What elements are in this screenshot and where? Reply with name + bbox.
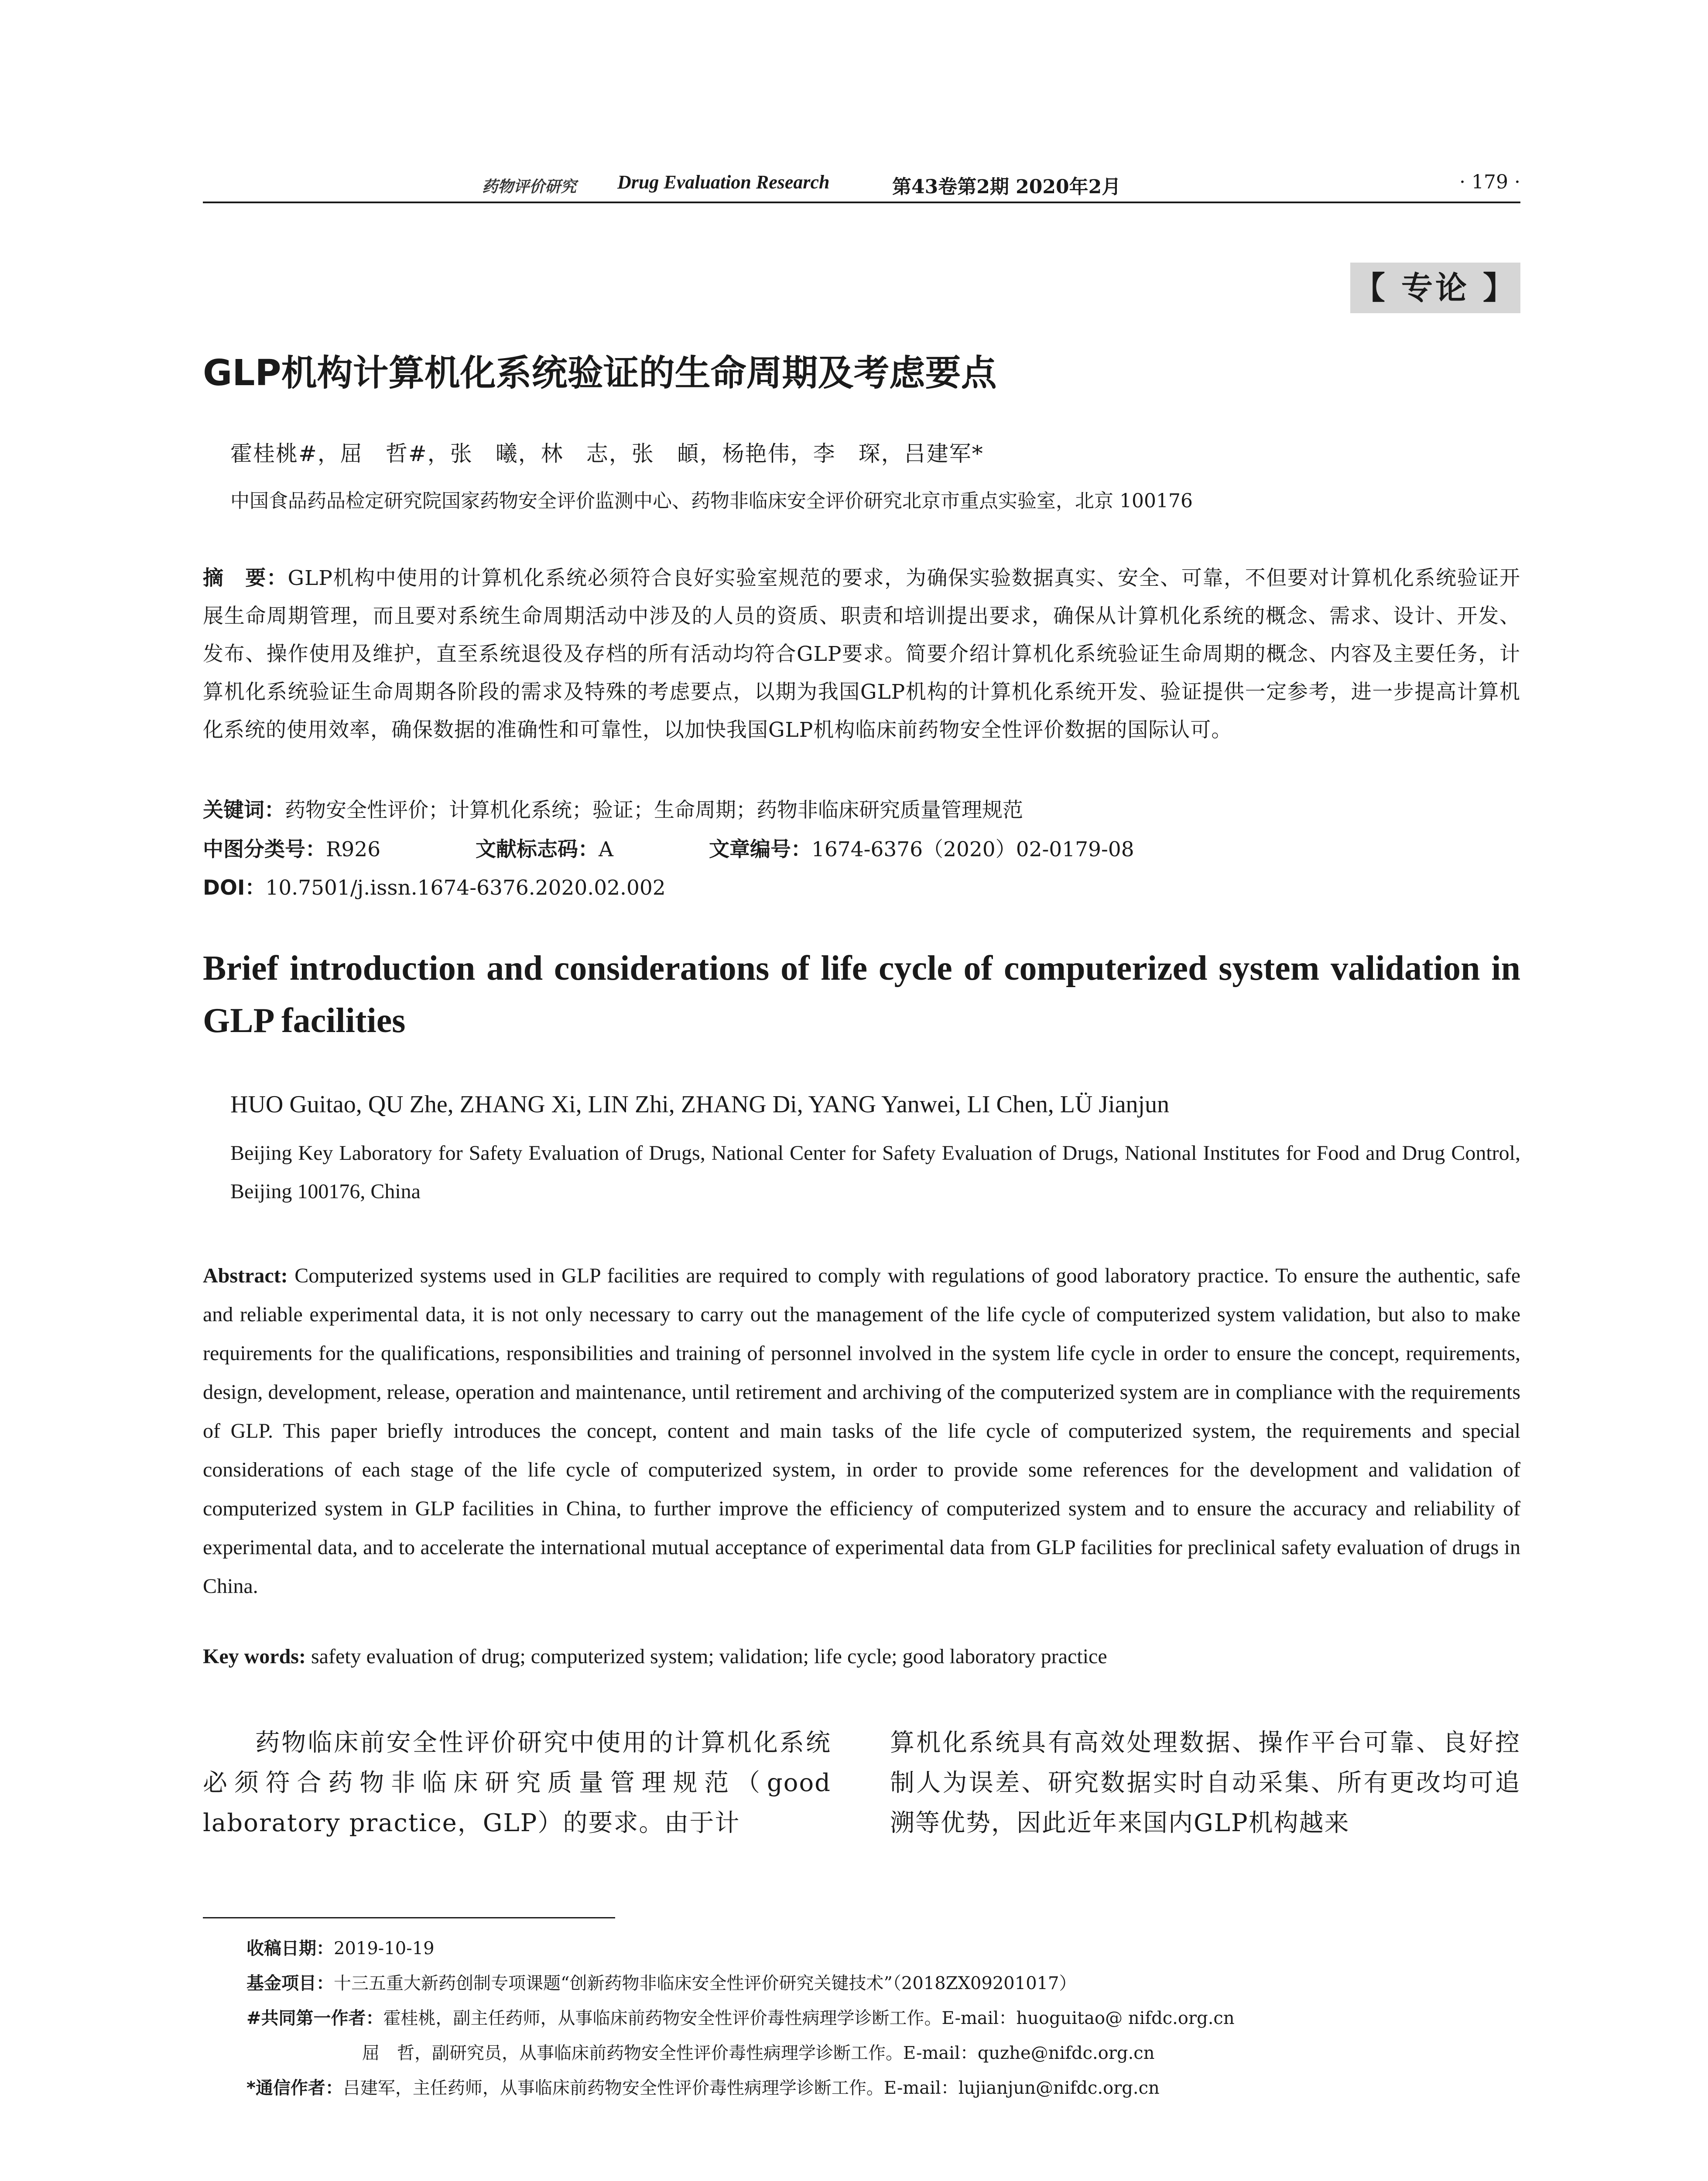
footnote-corresp <box>246 2074 1160 2099</box>
body-column-left: 药物临床前安全性评价研究中使用的计算机化系统必须符合药物非临床研究质量管理规范（good laboratory practice，GLP）的要求。由于计 <box>203 1729 831 1837</box>
body-column-right: 算机化系统具有高效处理数据、操作平台可靠、良好控制人为误差、研究数据实时自动采集、所有更改均可追溯等优势，因此近年来国内GLP机构越来 <box>890 1729 1520 1837</box>
clc-value: R926 <box>326 838 381 861</box>
article-no-value: 1674-6376（2020）02-0179-08 <box>811 838 1134 861</box>
footnote-rule <box>203 1917 615 1918</box>
cn-abstract <box>203 559 1520 749</box>
en-abstract-text: Computerized systems used in GLP facilities are required to comply with regulations of good laboratory practice. To ensure the authentic, safe and reliable experimental data, it is not only necessary to carry out the management of the life cycle of computerized system validation, but also to make requirements for the qualifications, responsibilities and training of personnel involved in the system life cycle in order to ensure the concept, requirements, design, development, release, operation and maintenance, until retirement and archiving of the computerized system are in compliance with the requirements of GLP. This paper briefly introduces the concept, content and main tasks of the life cycle of computerized system, the requirements and special considerations of each stage of the life cycle of computerized system, in order to provide some references for the development and validation of computerized system in GLP facilities in China, to further improve the efficiency of computerized system and to ensure the accuracy and reliability of experimental data, and to accelerate the international mutual acceptance of experimental data from GLP facilities for preclinical safety evaluation of drugs in China. <box>203 1264 1521 1598</box>
en-abstract-label: Abstract: <box>203 1264 288 1287</box>
en-keywords-text: safety evaluation of drug; computerized system; validation; life cycle; good laboratory practice <box>311 1645 1107 1668</box>
en-keywords <box>203 1644 1520 1668</box>
cn-keywords-label: 关键词： <box>203 798 285 822</box>
footnote-cofirst-2: 屈 哲，副研究员，从事临床前药物安全性评价毒性病理学诊断工作。E-mail：quzhe@nifdc.org.cn <box>362 2043 1155 2063</box>
journal-logo: 药物评价研究 <box>482 178 577 196</box>
cn-keywords-text: 药物安全性评价；计算机化系统；验证；生命周期；药物非临床研究质量管理规范 <box>285 798 1023 822</box>
page-number: · 179 · <box>1459 171 1520 193</box>
clc-label: 中图分类号： <box>203 838 326 861</box>
cn-authors: 霍桂桃#，屈 哲#，张 曦，林 志，张 頔，杨艳伟，李 琛，吕建军* <box>230 441 984 466</box>
clc-item <box>203 833 380 862</box>
cn-keywords <box>203 794 1023 823</box>
footnote-fund <box>246 1969 1077 1994</box>
doi-line <box>203 872 666 901</box>
en-abstract <box>203 1256 1520 1606</box>
en-title: Brief introduction and considerations of life cycle of computerized system validation in GLP facilities <box>203 949 1520 1040</box>
footnote-cofirst <box>246 2004 1235 2029</box>
doc-code-item <box>476 833 613 862</box>
fund-value: 十三五重大新药创制专项课题“创新药物非临床安全性评价研究关键技术”（2018ZX09201017） <box>334 1973 1077 1993</box>
corresp-value: 吕建军，主任药师，从事临床前药物安全性评价毒性病理学诊断工作。E-mail：lujianjun@nifdc.org.cn <box>342 2078 1160 2098</box>
header-rule <box>203 202 1520 203</box>
journal-name: Drug Evaluation Research <box>617 171 830 193</box>
article-no-item <box>709 833 1134 862</box>
corresp-label: *通信作者： <box>246 2078 343 2098</box>
doi-value[interactable]: 10.7501/j.issn.1674-6376.2020.02.002 <box>265 876 666 900</box>
doi-label: DOI： <box>203 876 266 900</box>
cofirst-1: 霍桂桃，副主任药师，从事临床前药物安全性评价毒性病理学诊断工作。E-mail：huoguitao@ nifdc.org.cn <box>383 2008 1235 2028</box>
doc-code-label: 文献标志码： <box>476 838 599 861</box>
cn-abstract-text: GLP机构中使用的计算机化系统必须符合良好实验室规范的要求，为确保实验数据真实、安全、可靠，不但要对计算机化系统验证开展生命周期管理，而且要对系统生命周期活动中涉及的人员的资质、职责和培训提出要求，确保从计算机化系统的概念、需求、设计、开发、发布、操作使用及维护，直至系统退役及存档的所有活动均符合GLP要求。简要介绍计算机化系统验证生命周期的概念、内容及主要任务，计算机化系统验证生命周期各阶段的需求及特殊的考虑要点，以期为我国GLP机构的计算机化系统开发、验证提供一定参考，进一步提高计算机化系统的使用效率，确保数据的准确性和可靠性，以加快我国GLP机构临床前药物安全性评价数据的国际认可。 <box>203 566 1520 742</box>
cn-abstract-label: 摘 要： <box>203 566 288 590</box>
received-value: 2019-10-19 <box>334 1938 435 1959</box>
article-no-label: 文章编号： <box>709 838 811 861</box>
doc-code-value: A <box>599 838 613 861</box>
received-label: 收稿日期： <box>246 1938 334 1959</box>
en-authors: HUO Guitao, QU Zhe, ZHANG Xi, LIN Zhi, ZHANG Di, YANG Yanwei, LI Chen, LÜ Jianjun <box>230 1091 1170 1118</box>
en-keywords-label: Key words: <box>203 1645 306 1668</box>
cn-affiliation: 中国食品药品检定研究院国家药物安全评价监测中心、药物非临床安全评价研究北京市重点实验室，北京 100176 <box>230 490 1193 512</box>
footnote-received <box>246 1935 435 1959</box>
issue-info: 第43卷第2期 2020年2月 <box>892 176 1121 198</box>
running-header <box>203 171 1520 197</box>
en-affiliation: Beijing Key Laboratory for Safety Evaluation of Drugs, National Center for Safety Evaluation of Drugs, National Institutes for Food and Drug Control, Beijing 100176, China <box>230 1142 1520 1203</box>
cofirst-label: #共同第一作者： <box>246 2008 383 2028</box>
fund-label: 基金项目： <box>246 1973 334 1993</box>
cn-title: GLP机构计算机化系统验证的生命周期及考虑要点 <box>203 352 997 394</box>
column-tag: 【 专论 】 <box>1350 263 1520 313</box>
